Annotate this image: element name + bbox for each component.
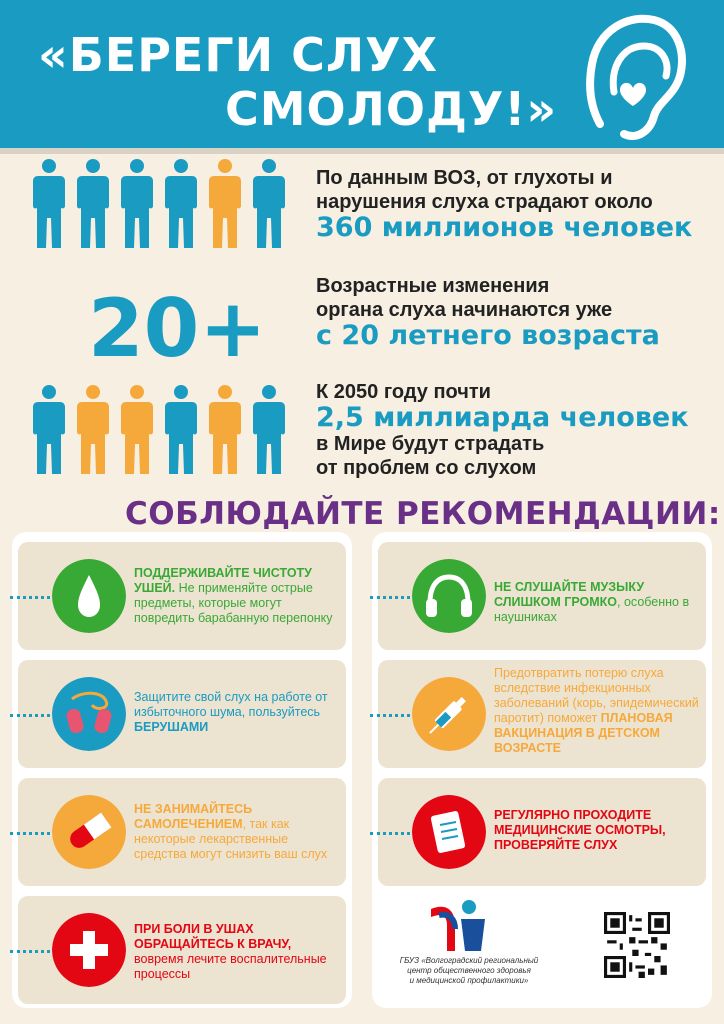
- stat-2050-line1: К 2050 году почти: [316, 381, 491, 403]
- rec-card-loud-music: [378, 542, 706, 650]
- rec-text-earplugs: [134, 690, 344, 735]
- person-icon: [162, 158, 200, 250]
- org-line3: и медицинской профилактики»: [409, 976, 529, 985]
- recommendations-left-panel: [12, 532, 352, 1008]
- rec-text-vaccination: [494, 666, 704, 756]
- stat-who: [316, 166, 693, 243]
- rec-text-see-doctor: [134, 922, 344, 982]
- rec-bold-clean-ears: ПОДДЕРЖИВАЙТЕ ЧИСТОТУ УШЕЙ.: [134, 566, 312, 595]
- rec-text-clean-ears: [134, 566, 344, 626]
- rec-bold-see-doctor: ПРИ БОЛИ В УШАХ ОБРАЩАЙТЕСЬ К ВРАЧУ,: [134, 922, 292, 951]
- stat-2050-line3: в Мире будут страдать: [316, 433, 545, 455]
- stat-2050: [316, 380, 689, 480]
- dots-connector: [10, 950, 50, 953]
- people-row-2050: [30, 384, 288, 476]
- org-name: [394, 956, 544, 986]
- rec-card-checkups: [378, 778, 706, 886]
- water-drop-icon: [52, 559, 126, 633]
- rec-bold-earplugs: БЕРУШАМИ: [134, 720, 209, 734]
- stat-who-line1: По данным ВОЗ, от глухоты и: [316, 167, 613, 189]
- org-line1: ГБУЗ «Волгоградский региональный: [399, 956, 539, 965]
- rec-card-self-medication: [18, 778, 346, 886]
- rec-body-earplugs: Защитите свой слух на работе от избыточного шума, пользуйтесь: [134, 690, 328, 719]
- dots-connector: [10, 596, 50, 599]
- pill-icon: [52, 795, 126, 869]
- title-line-1: «БЕРЕГИ СЛУХ: [38, 28, 439, 82]
- rec-bold-loud-music: НЕ СЛУШАЙТЕ МУЗЫКУ СЛИШКОМ ГРОМКО: [494, 580, 645, 609]
- ear-icon: [570, 6, 690, 146]
- qr-code[interactable]: [604, 912, 670, 978]
- rec-body-see-doctor: вовремя лечите воспалительные процессы: [134, 952, 327, 981]
- stat-2050-big: 2,5 миллиарда человек: [316, 402, 689, 433]
- medical-cross-icon: [52, 913, 126, 987]
- person-icon: [250, 158, 288, 250]
- rec-bold-vaccination: ПЛАНОВАЯ ВАКЦИНАЦИЯ В ДЕТСКОМ ВОЗРАСТЕ: [494, 711, 673, 755]
- rec-text-self-medication: [134, 802, 344, 862]
- person-icon: [118, 384, 156, 476]
- rec-body-self-medication: , так как некоторые лекарственные средства могут снизить ваш слух: [134, 817, 328, 861]
- stat-2050-line4: от проблем со слухом: [316, 457, 537, 479]
- person-icon: [162, 384, 200, 476]
- title-line-2: СМОЛОДУ!»: [225, 82, 558, 136]
- rec-body-vaccination: Предотвратить потерю слуха вследствие инфекционных заболеваний (корь, эпидемический паротит) поможет: [494, 666, 699, 725]
- rec-bold-self-medication: НЕ ЗАНИМАЙТЕСЬ САМОЛЕЧЕНИЕМ: [134, 802, 253, 831]
- header-shadow: [0, 148, 724, 154]
- rec-card-earplugs: [18, 660, 346, 768]
- stat-age-line2: органа слуха начинаются уже: [316, 299, 613, 321]
- stat-who-line2: нарушения слуха страдают около: [316, 191, 653, 213]
- rec-body-loud-music: , особенно в наушниках: [494, 595, 690, 624]
- org-logo: [425, 895, 495, 955]
- person-icon: [118, 158, 156, 250]
- stat-age-big: с 20 летнего возраста: [316, 320, 660, 351]
- person-icon: [206, 158, 244, 250]
- rec-card-see-doctor: [18, 896, 346, 1004]
- dots-connector: [370, 596, 410, 599]
- rec-card-vaccination: [378, 660, 706, 768]
- rec-card-clean-ears: [18, 542, 346, 650]
- stat-age: [316, 274, 660, 351]
- rec-text-loud-music: [494, 580, 704, 625]
- dots-connector: [10, 714, 50, 717]
- headphones-icon: [412, 559, 486, 633]
- age-number: 20+: [88, 282, 267, 375]
- dots-connector: [10, 832, 50, 835]
- recommendations-title: СОБЛЮДАЙТЕ РЕКОМЕНДАЦИИ:: [125, 496, 721, 532]
- clipboard-icon: [412, 795, 486, 869]
- person-icon: [74, 158, 112, 250]
- earplugs-icon: [52, 677, 126, 751]
- person-icon: [30, 384, 68, 476]
- people-row-who: [30, 158, 288, 250]
- person-icon: [250, 384, 288, 476]
- dots-connector: [370, 832, 410, 835]
- dots-connector: [370, 714, 410, 717]
- rec-text-checkups: [494, 808, 704, 853]
- person-icon: [74, 384, 112, 476]
- org-line2: центр общественного здоровья: [407, 966, 531, 975]
- person-icon: [206, 384, 244, 476]
- person-icon: [30, 158, 68, 250]
- rec-body-clean-ears: Не применяйте острые предметы, которые могут повредить барабанную перепонку: [134, 581, 333, 625]
- rec-bold-checkups: РЕГУЛЯРНО ПРОХОДИТЕ МЕДИЦИНСКИЕ ОСМОТРЫ, ПРОВЕРЯЙТЕ СЛУХ: [494, 808, 666, 852]
- stat-who-big: 360 миллионов человек: [316, 212, 693, 243]
- stat-age-line1: Возрастные изменения: [316, 275, 550, 297]
- syringe-icon: [412, 677, 486, 751]
